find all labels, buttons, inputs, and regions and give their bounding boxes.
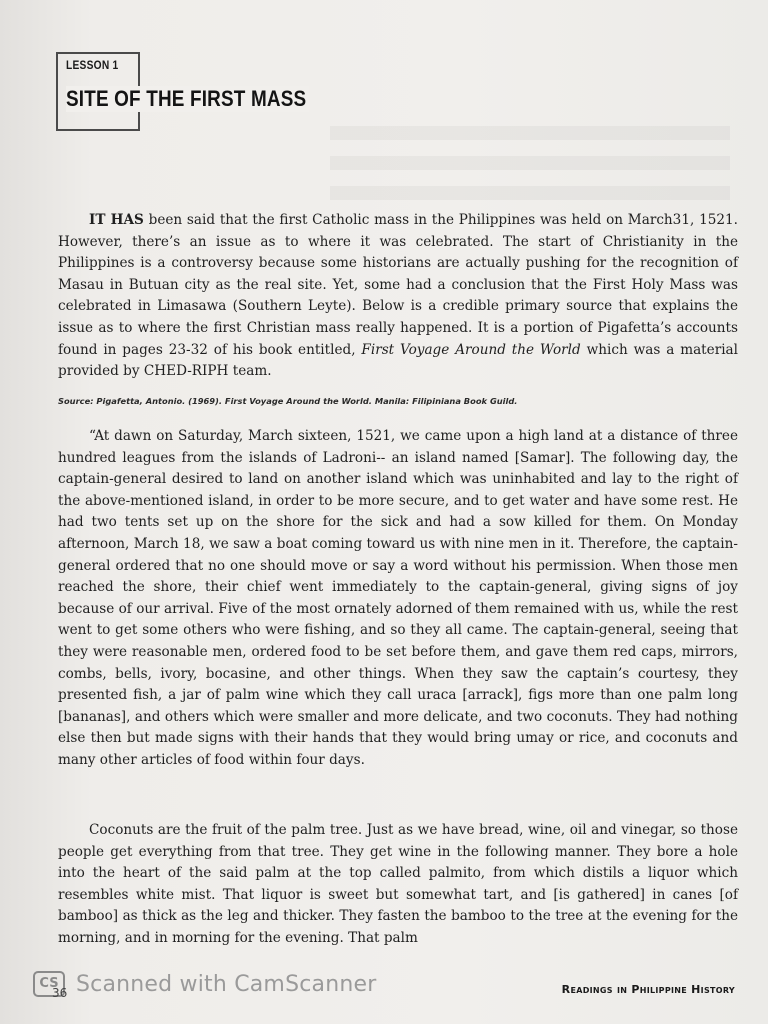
intro-paragraph	[58, 210, 738, 383]
coconuts-paragraph	[58, 820, 738, 950]
quote-text: “At dawn on Saturday, March sixteen, 1521, we came upon a high land at a distance of three hundred leagues from the islands of Ladroni-- an island named [Samar]. The following day, the captain-general desired to land on another island which was uninhabited and lay to the right of the above-mentioned island, in order to be more secure, and to get water and have some rest. He had two tents set up on the shore for the sick and had a sow killed for them. On Monday afternoon, March 18, we saw a boat coming toward us with nine men in it. Therefore, the captain-general ordered that no one should move or say a word without his permission. When those men reached the shore, their chief went immediately to the captain-general, giving signs of joy because of our arrival. Five of the most ornately adorned of them remained with us, while the rest went to get some others who were fishing, and so they all came. The captain-general, seeing that they were reasonable men, ordered food to be set before them, and gave them red caps, mirrors, combs, bells, ivory, bocasine, and other things. When they saw the captain’s courtesy, they presented fish, a jar of palm wine which they call uraca [arrack], figs more than one palm long [bananas], and others which were smaller and more delicate, and two coconuts. They had nothing else then but made signs with their hands that they would bring umay or rice, and coconuts and many other articles of food within four days.	[58, 428, 738, 768]
bleed-through-text	[330, 110, 730, 200]
intro-lead: IT HAS	[89, 212, 144, 228]
quote-paragraph	[58, 426, 738, 772]
camscanner-watermark: Scanned with CamScanner	[76, 972, 377, 997]
running-footer-title: Readings in Philippine History	[561, 983, 735, 996]
lesson-title: SITE OF THE FIRST MASS	[66, 86, 310, 112]
page-number: 36	[52, 986, 68, 1000]
intro-text-a: been said that the first Catholic mass in the Philippines was held on March31, 1521. However, there’s an issue as to where it was celebrated. The start of Christianity in the Philippines is a controversy because some historians are actually pushing for the recognition of Masau in Butuan city as the real site. Yet, some had a conclusion that the First Holy Mass was celebrated in Limasawa (Southern Leyte). Below is a credible primary source that explains the issue as to where the first Christian mass really happened. It is a portion of Pigafetta’s accounts found in pages 23-32 of his book entitled,	[58, 212, 738, 358]
source-citation: Source: Pigafetta, Antonio. (1969). First Voyage Around the World. Manila: Filipiniana Book Guild.	[58, 396, 518, 406]
book-title: First Voyage Around the World	[361, 341, 581, 358]
intro-text-b: which was a material provided by CHED-RIPH team.	[58, 341, 738, 380]
lesson-label: LESSON 1	[66, 58, 119, 72]
coconuts-text: Coconuts are the fruit of the palm tree. Just as we have bread, wine, oil and vinegar, so those people get everything from that tree. They get wine in the following manner. They bore a hole into the heart of the said palm at the top called palmito, from which distils a liquor which resembles white mist. That liquor is sweet but somewhat tart, and [is gathered] in canes [of bamboo] as thick as the leg and thicker. They fasten the bamboo to the tree at the evening for the morning, and in morning for the evening. That palm	[58, 822, 738, 946]
camscanner-logo-icon: CS	[33, 971, 65, 997]
